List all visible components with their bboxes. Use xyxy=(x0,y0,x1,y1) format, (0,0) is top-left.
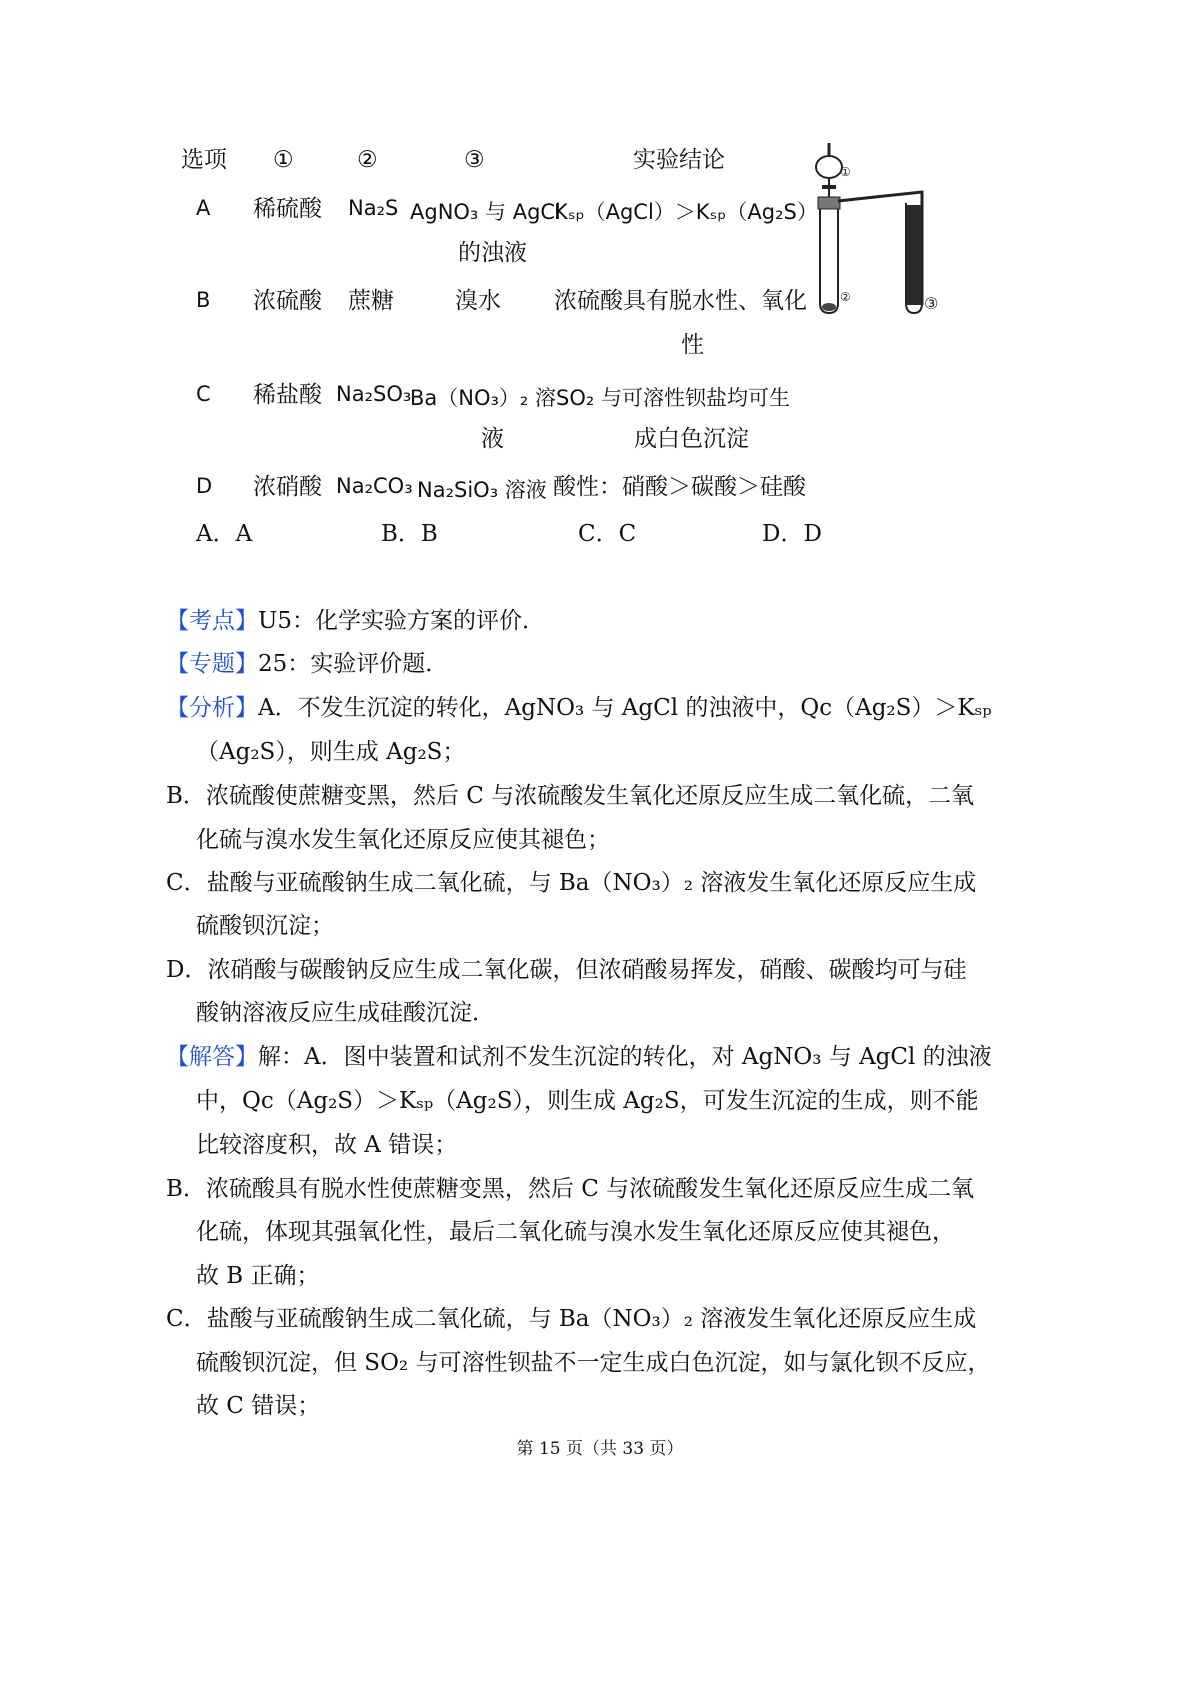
jieda-line: 解：A．图中装置和试剂不发生沉淀的转化，对 AgNO₃ 与 AgCl 的浊液 xyxy=(258,1044,992,1070)
reagent-3: 溴水 xyxy=(455,288,501,314)
row-label: B xyxy=(196,288,211,312)
jieda-line: 硫酸钡沉淀，但 SO₂ 与可溶性钡盐不一定生成白色沉淀，如与氯化钡不反应， xyxy=(196,1350,991,1376)
section-zhuanti xyxy=(166,649,448,679)
table-header-option: 选项 xyxy=(181,147,227,173)
fenxi-line: A．不发生沉淀的转化，AgNO₃ 与 AgCl 的浊液中，Qc（Ag₂S）＞Kₛₚ xyxy=(258,695,992,721)
test-tube-left xyxy=(820,209,838,313)
fenxi-line: C．盐酸与亚硫酸钠生成二氧化硫，与 Ba（NO₃）₂ 溶液发生氧化还原反应生成 xyxy=(166,870,977,896)
conclusion: 酸性：硝酸＞碳酸＞硅酸 xyxy=(553,474,806,500)
stopcock xyxy=(822,185,836,189)
jieda-line: 化硫，体现其强氧化性，最后二氧化硫与溴水发生氧化还原反应使其褪色， xyxy=(196,1219,955,1245)
fenxi-line: 硫酸钡沉淀； xyxy=(196,913,334,939)
fenxi-line: 化硫与溴水发生氧化还原反应使其褪色； xyxy=(196,827,610,853)
label-3: ③ xyxy=(924,294,939,313)
jieda-line: 故 C 错误； xyxy=(196,1393,321,1419)
jieda-line: 比较溶度积，故 A 错误； xyxy=(196,1132,458,1158)
liquid-reagent xyxy=(907,205,921,305)
reagent-3-cont: 液 xyxy=(481,426,504,452)
conclusion-cont: 成白色沉淀 xyxy=(634,426,749,452)
label-1: ① xyxy=(840,165,851,179)
reagent-3-cont: 的浊液 xyxy=(458,240,527,266)
reagent-2: Na₂S xyxy=(348,196,399,220)
jieda-line: B．浓硫酸具有脱水性使蔗糖变黑，然后 C 与浓硫酸发生氧化还原反应生成二氧 xyxy=(166,1176,975,1202)
section-tag: 【专题】 xyxy=(166,651,258,677)
reagent-3: Ba（NO₃）₂ 溶 xyxy=(410,386,557,410)
fenxi-line: B．浓硫酸使蔗糖变黑，然后 C 与浓硫酸发生氧化还原反应生成二氧化硫，二氧 xyxy=(166,783,975,809)
section-text: 25：实验评价题． xyxy=(258,651,449,677)
section-kaodian xyxy=(166,606,545,636)
fenxi-line: 酸钠溶液反应生成硅酸沉淀． xyxy=(196,1000,495,1026)
table-header-conclusion: 实验结论 xyxy=(633,147,725,173)
section-tag: 【解答】 xyxy=(166,1044,258,1070)
reagent-2: Na₂CO₃ xyxy=(336,474,413,498)
table-header-reagent-1: ① xyxy=(273,147,294,173)
row-label: D xyxy=(196,474,213,498)
choice-d: D．D xyxy=(762,521,822,547)
jieda-line: 中，Qc（Ag₂S）＞Kₛₚ（Ag₂S），则生成 Ag₂S，可发生沉淀的生成，则不能 xyxy=(196,1088,979,1114)
reagent-1: 浓硫酸 xyxy=(253,288,322,314)
reagent-1: 稀盐酸 xyxy=(253,382,322,408)
conclusion-cont: 性 xyxy=(681,332,704,358)
conclusion: 浓硫酸具有脱水性、氧化 xyxy=(554,288,807,314)
table-header-reagent-3: ③ xyxy=(464,147,485,173)
jieda-line: C．盐酸与亚硫酸钠生成二氧化硫，与 Ba（NO₃）₂ 溶液发生氧化还原反应生成 xyxy=(166,1306,977,1332)
fenxi-line: （Ag₂S），则生成 Ag₂S； xyxy=(196,739,466,765)
section-text: U5：化学实验方案的评价． xyxy=(258,608,546,634)
apparatus-diagram xyxy=(810,135,950,320)
reagent-3: Na₂SiO₃ 溶液 xyxy=(417,478,547,502)
reagent-3: AgNO₃ 与 AgCl xyxy=(410,200,561,224)
reagent-2: Na₂SO₃ xyxy=(336,382,412,406)
solid-reagent xyxy=(822,303,836,311)
choice-a: A．A xyxy=(196,521,253,547)
section-tag: 【考点】 xyxy=(166,608,258,634)
section-tag: 【分析】 xyxy=(166,695,258,721)
choice-b: B．B xyxy=(381,521,438,547)
label-2: ② xyxy=(840,290,851,304)
row-label: A xyxy=(196,196,211,220)
page-footer: 第 15 页（共 33 页） xyxy=(516,1439,684,1459)
jieda-line: 故 B 正确； xyxy=(196,1263,320,1289)
conclusion: Kₛₚ（AgCl）＞Kₛₚ（Ag₂S） xyxy=(554,200,818,224)
fenxi-line: D．浓硝酸与碳酸钠反应生成二氧化碳，但浓硝酸易挥发，硝酸、碳酸均可与硅 xyxy=(166,957,967,983)
conclusion: SO₂ 与可溶性钡盐均可生 xyxy=(556,386,790,410)
reagent-1: 稀硫酸 xyxy=(253,196,322,222)
row-label: C xyxy=(196,382,211,406)
reagent-2: 蔗糖 xyxy=(348,288,394,314)
stopper xyxy=(818,197,840,209)
table-header-reagent-2: ② xyxy=(357,147,378,173)
reagent-1: 浓硝酸 xyxy=(253,474,322,500)
choice-c: C．C xyxy=(578,521,637,547)
funnel-bulb xyxy=(816,156,842,178)
